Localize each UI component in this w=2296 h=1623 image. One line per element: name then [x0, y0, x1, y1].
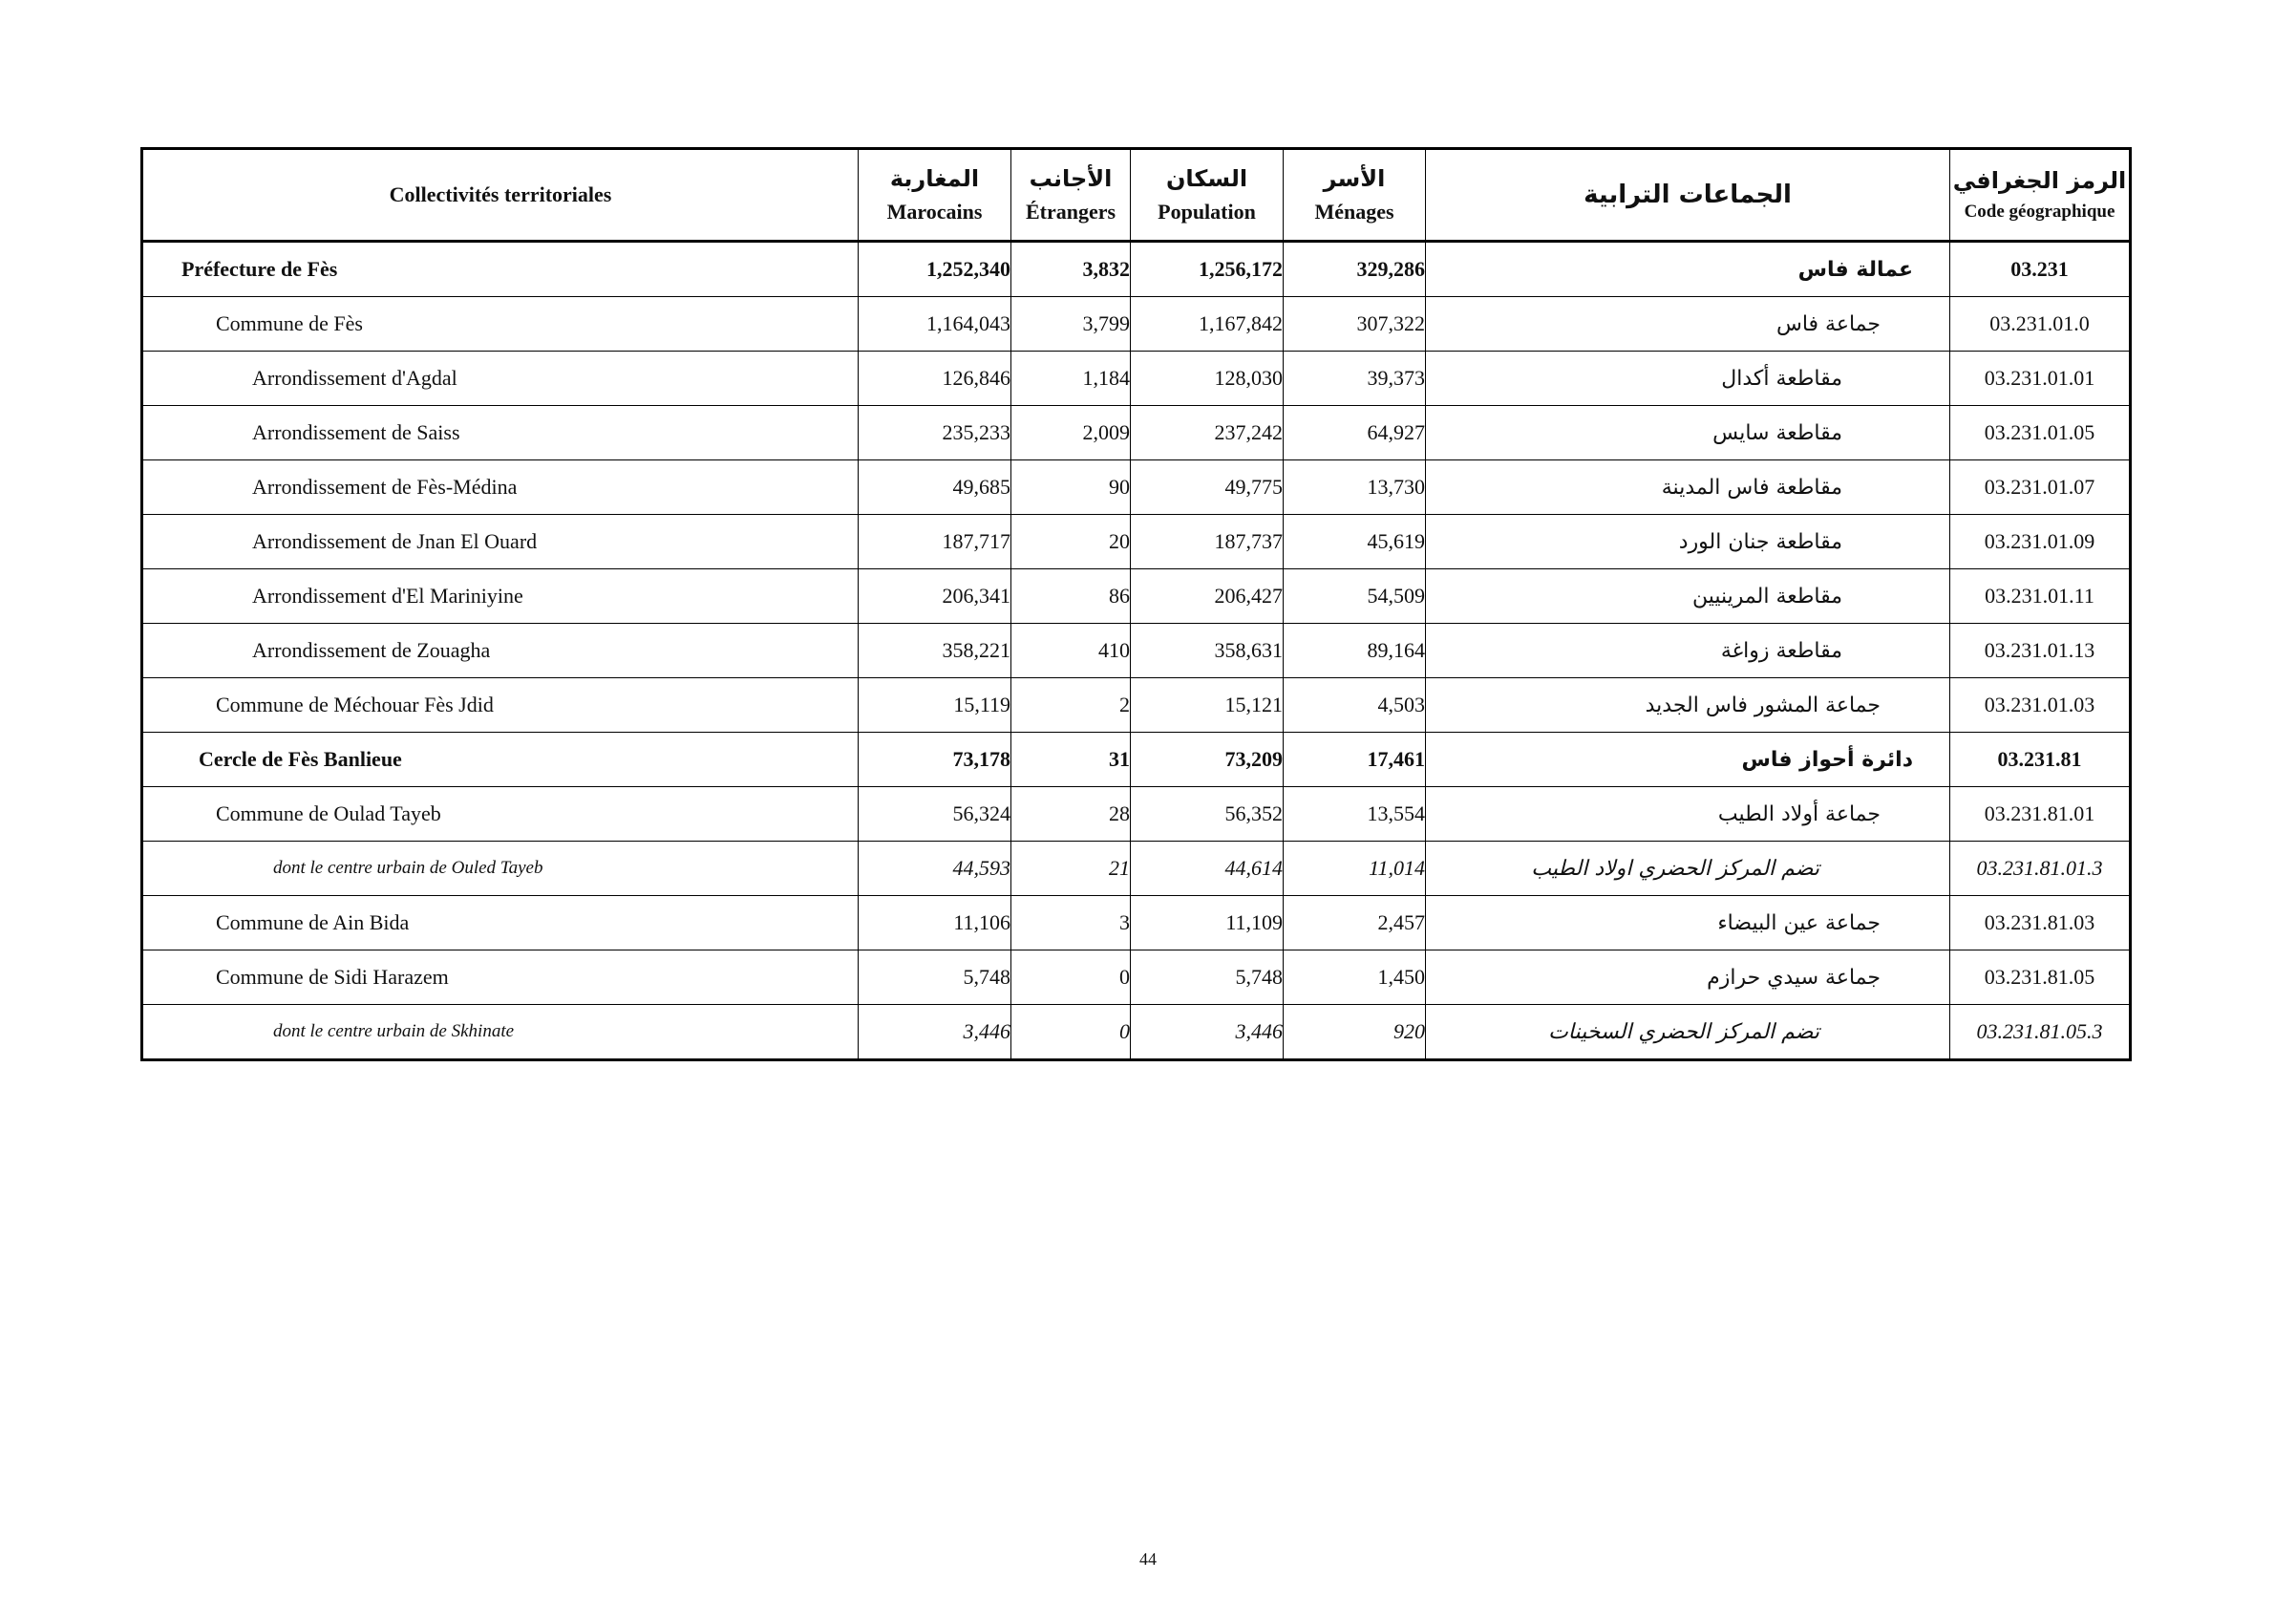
row-population: 1,256,172 — [1131, 242, 1284, 297]
row-population: 73,209 — [1131, 733, 1284, 787]
table-row — [142, 460, 2131, 515]
row-population: 237,242 — [1131, 406, 1284, 460]
table-row — [142, 896, 2131, 950]
row-name: Commune de Ain Bida — [142, 896, 859, 950]
row-menages: 307,322 — [1284, 297, 1426, 352]
table-row — [142, 842, 2131, 896]
table-row — [142, 569, 2131, 624]
row-code: 03.231.01.07 — [1950, 460, 2131, 515]
row-name: Préfecture de Fès — [142, 242, 859, 297]
row-etrangers: 3,799 — [1011, 297, 1131, 352]
row-population: 49,775 — [1131, 460, 1284, 515]
header-population: السكان Population — [1131, 149, 1284, 242]
header-jamaat: الجماعات الترابية — [1426, 149, 1950, 242]
row-name: Arrondissement d'El Mariniyine — [142, 569, 859, 624]
row-code: 03.231.01.0 — [1950, 297, 2131, 352]
table-row — [142, 297, 2131, 352]
row-population: 206,427 — [1131, 569, 1284, 624]
table-row — [142, 787, 2131, 842]
table-row — [142, 1005, 2131, 1060]
row-etrangers: 21 — [1011, 842, 1131, 896]
row-etrangers: 20 — [1011, 515, 1131, 569]
row-population: 1,167,842 — [1131, 297, 1284, 352]
row-name-ar: جماعة سيدي حرازم — [1426, 950, 1950, 1005]
row-etrangers: 0 — [1011, 1005, 1131, 1060]
row-population: 15,121 — [1131, 678, 1284, 733]
row-name: Arrondissement de Fès-Médina — [142, 460, 859, 515]
header-collectivites: Collectivités territoriales — [142, 149, 859, 242]
row-name-ar: عمالة فاس — [1426, 242, 1950, 297]
row-etrangers: 1,184 — [1011, 352, 1131, 406]
row-menages: 17,461 — [1284, 733, 1426, 787]
row-code: 03.231.81.03 — [1950, 896, 2131, 950]
row-etrangers: 410 — [1011, 624, 1131, 678]
table-row — [142, 515, 2131, 569]
table-row — [142, 950, 2131, 1005]
row-name: Arrondissement de Jnan El Ouard — [142, 515, 859, 569]
row-marocains: 1,164,043 — [859, 297, 1011, 352]
row-name: Commune de Sidi Harazem — [142, 950, 859, 1005]
row-menages: 39,373 — [1284, 352, 1426, 406]
row-menages: 64,927 — [1284, 406, 1426, 460]
row-etrangers: 28 — [1011, 787, 1131, 842]
row-name-ar: مقاطعة المرينيين — [1426, 569, 1950, 624]
row-name-ar: مقاطعة فاس المدينة — [1426, 460, 1950, 515]
row-code: 03.231.01.01 — [1950, 352, 2131, 406]
row-marocains: 206,341 — [859, 569, 1011, 624]
row-marocains: 73,178 — [859, 733, 1011, 787]
row-name: Commune de Oulad Tayeb — [142, 787, 859, 842]
row-menages: 54,509 — [1284, 569, 1426, 624]
header-marocains: المغاربة Marocains — [859, 149, 1011, 242]
row-etrangers: 2 — [1011, 678, 1131, 733]
row-population: 128,030 — [1131, 352, 1284, 406]
row-etrangers: 2,009 — [1011, 406, 1131, 460]
row-name-ar: جماعة عين البيضاء — [1426, 896, 1950, 950]
header-code: الرمز الجغرافي Code géographique — [1950, 149, 2131, 242]
row-marocains: 15,119 — [859, 678, 1011, 733]
table-row — [142, 242, 2131, 297]
row-menages: 920 — [1284, 1005, 1426, 1060]
row-code: 03.231.81.01.3 — [1950, 842, 2131, 896]
row-marocains: 49,685 — [859, 460, 1011, 515]
row-name-ar: جماعة المشور فاس الجديد — [1426, 678, 1950, 733]
table-row — [142, 678, 2131, 733]
row-code: 03.231.01.03 — [1950, 678, 2131, 733]
row-menages: 13,730 — [1284, 460, 1426, 515]
row-population: 3,446 — [1131, 1005, 1284, 1060]
table-row — [142, 733, 2131, 787]
row-name-ar: تضم المركز الحضري السخينات — [1426, 1005, 1950, 1060]
row-code: 03.231.01.13 — [1950, 624, 2131, 678]
row-etrangers: 3,832 — [1011, 242, 1131, 297]
row-name: dont le centre urbain de Ouled Tayeb — [142, 842, 859, 896]
row-population: 358,631 — [1131, 624, 1284, 678]
row-marocains: 11,106 — [859, 896, 1011, 950]
row-menages: 4,503 — [1284, 678, 1426, 733]
row-name: Cercle de Fès Banlieue — [142, 733, 859, 787]
row-code: 03.231 — [1950, 242, 2131, 297]
row-marocains: 44,593 — [859, 842, 1011, 896]
row-code: 03.231.81.05 — [1950, 950, 2131, 1005]
row-etrangers: 3 — [1011, 896, 1131, 950]
row-name-ar: مقاطعة سايس — [1426, 406, 1950, 460]
row-menages: 329,286 — [1284, 242, 1426, 297]
row-code: 03.231.81.01 — [1950, 787, 2131, 842]
row-population: 56,352 — [1131, 787, 1284, 842]
row-population: 187,737 — [1131, 515, 1284, 569]
row-marocains: 187,717 — [859, 515, 1011, 569]
table-row — [142, 352, 2131, 406]
row-marocains: 358,221 — [859, 624, 1011, 678]
row-name-ar: مقاطعة أكدال — [1426, 352, 1950, 406]
row-name: Arrondissement d'Agdal — [142, 352, 859, 406]
page-number: 44 — [1139, 1549, 1157, 1569]
row-population: 11,109 — [1131, 896, 1284, 950]
row-code: 03.231.01.11 — [1950, 569, 2131, 624]
row-etrangers: 86 — [1011, 569, 1131, 624]
row-marocains: 3,446 — [859, 1005, 1011, 1060]
row-marocains: 1,252,340 — [859, 242, 1011, 297]
row-name-ar: دائرة أحواز فاس — [1426, 733, 1950, 787]
row-name-ar: جماعة أولاد الطيب — [1426, 787, 1950, 842]
row-menages: 2,457 — [1284, 896, 1426, 950]
row-name-ar: مقاطعة زواغة — [1426, 624, 1950, 678]
row-name: Arrondissement de Saiss — [142, 406, 859, 460]
row-marocains: 56,324 — [859, 787, 1011, 842]
row-code: 03.231.81 — [1950, 733, 2131, 787]
row-code: 03.231.81.05.3 — [1950, 1005, 2131, 1060]
row-name: dont le centre urbain de Skhinate — [142, 1005, 859, 1060]
header-menages: الأسر Ménages — [1284, 149, 1426, 242]
row-menages: 1,450 — [1284, 950, 1426, 1005]
row-population: 44,614 — [1131, 842, 1284, 896]
row-menages: 11,014 — [1284, 842, 1426, 896]
row-menages: 45,619 — [1284, 515, 1426, 569]
row-marocains: 5,748 — [859, 950, 1011, 1005]
row-name: Commune de Méchouar Fès Jdid — [142, 678, 859, 733]
row-name-ar: مقاطعة جنان الورد — [1426, 515, 1950, 569]
table-row — [142, 624, 2131, 678]
row-code: 03.231.01.05 — [1950, 406, 2131, 460]
row-marocains: 126,846 — [859, 352, 1011, 406]
row-etrangers: 31 — [1011, 733, 1131, 787]
row-name: Commune de Fès — [142, 297, 859, 352]
row-name: Arrondissement de Zouagha — [142, 624, 859, 678]
row-etrangers: 90 — [1011, 460, 1131, 515]
table-row — [142, 406, 2131, 460]
header-row — [142, 149, 2131, 242]
row-marocains: 235,233 — [859, 406, 1011, 460]
census-table — [140, 147, 2132, 1061]
row-code: 03.231.01.09 — [1950, 515, 2131, 569]
row-menages: 13,554 — [1284, 787, 1426, 842]
row-name-ar: جماعة فاس — [1426, 297, 1950, 352]
row-etrangers: 0 — [1011, 950, 1131, 1005]
row-name-ar: تضم المركز الحضري اولاد الطيب — [1426, 842, 1950, 896]
row-menages: 89,164 — [1284, 624, 1426, 678]
header-etrangers: الأجانب Étrangers — [1011, 149, 1131, 242]
row-population: 5,748 — [1131, 950, 1284, 1005]
